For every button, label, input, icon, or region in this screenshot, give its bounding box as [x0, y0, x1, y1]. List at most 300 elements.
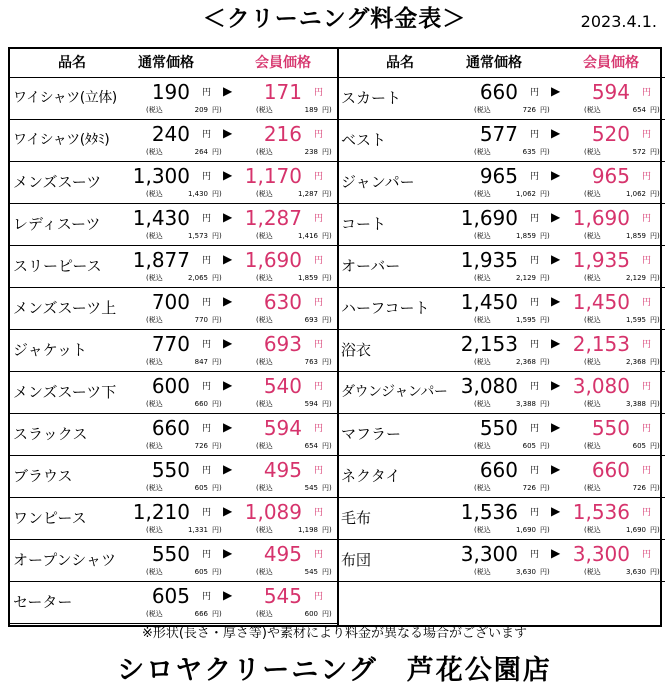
tax-label: (税込 [584, 190, 601, 198]
tax-included-price [584, 148, 660, 157]
tax-label: (税込 [256, 400, 273, 408]
price-row [338, 120, 665, 162]
tax-close: 円) [322, 106, 332, 114]
yen-unit: 円 [202, 172, 212, 182]
header-member-price: 会員価格 [255, 55, 311, 71]
arrow-icon: ▶ [551, 168, 561, 182]
tax-value: 635 [522, 148, 536, 156]
price-row [338, 288, 665, 330]
tax-value: 2,129 [515, 274, 536, 282]
yen-unit: 円 [202, 340, 212, 350]
arrow-icon: ▶ [223, 252, 233, 266]
tax-value: 1,198 [297, 526, 318, 534]
tax-included-price [256, 148, 332, 157]
price-row [10, 120, 337, 162]
tax-included-price [146, 484, 222, 493]
tax-close: 円) [212, 190, 222, 198]
item-name: ワンピース [13, 509, 87, 527]
tax-close: 円) [322, 400, 332, 408]
tax-label: (税込 [256, 610, 273, 618]
member-price: 3,080 [572, 374, 630, 398]
regular-price: 240 [151, 122, 190, 146]
tax-label: (税込 [474, 274, 491, 282]
tax-included-price [256, 190, 332, 199]
price-column-left [10, 49, 337, 625]
tax-label: (税込 [256, 568, 273, 576]
tax-close: 円) [212, 274, 222, 282]
item-name: ベスト [341, 131, 387, 149]
tax-value: 1,287 [297, 190, 318, 198]
arrow-icon: ▶ [551, 84, 561, 98]
price-row [10, 582, 337, 624]
header-regular-price: 通常価格 [138, 55, 194, 71]
price-row [338, 540, 665, 582]
tax-label: (税込 [146, 232, 163, 240]
member-price: 545 [263, 584, 302, 608]
arrow-icon: ▶ [223, 84, 233, 98]
tax-included-price [584, 316, 660, 325]
arrow-icon: ▶ [223, 126, 233, 140]
arrow-icon: ▶ [551, 294, 561, 308]
member-price: 1,450 [572, 290, 630, 314]
member-price: 1,690 [244, 248, 302, 272]
tax-value: 264 [194, 148, 208, 156]
arrow-icon: ▶ [551, 420, 561, 434]
tax-label: (税込 [146, 316, 163, 324]
price-row [10, 414, 337, 456]
tax-label: (税込 [474, 484, 491, 492]
tax-value: 605 [194, 568, 208, 576]
tax-included-price [584, 274, 660, 283]
price-row [10, 372, 337, 414]
tax-close: 円) [650, 190, 660, 198]
yen-unit: 円 [314, 340, 324, 350]
tax-close: 円) [540, 568, 550, 576]
regular-price: 1,450 [460, 290, 518, 314]
yen-unit: 円 [530, 130, 540, 140]
price-row [10, 330, 337, 372]
arrow-icon: ▶ [223, 378, 233, 392]
tax-value: 1,690 [625, 526, 646, 534]
tax-included-price [474, 442, 550, 451]
tax-close: 円) [650, 484, 660, 492]
arrow-icon: ▶ [223, 504, 233, 518]
tax-value: 763 [304, 358, 318, 366]
tax-label: (税込 [256, 274, 273, 282]
tax-value: 654 [304, 442, 318, 450]
price-row [10, 162, 337, 204]
yen-unit: 円 [530, 214, 540, 224]
tax-value: 3,388 [515, 400, 536, 408]
tax-close: 円) [540, 526, 550, 534]
member-price: 630 [263, 290, 302, 314]
arrow-icon: ▶ [551, 546, 561, 560]
tax-close: 円) [540, 484, 550, 492]
tax-label: (税込 [474, 442, 491, 450]
tax-label: (税込 [584, 400, 601, 408]
member-price: 660 [591, 458, 630, 482]
tax-label: (税込 [256, 232, 273, 240]
arrow-icon: ▶ [223, 336, 233, 350]
price-list-title: ＜クリーニング料金表＞ [202, 6, 467, 32]
member-price: 965 [591, 164, 630, 188]
tax-value: 600 [304, 610, 318, 618]
item-name: マフラー [341, 425, 402, 443]
regular-price: 700 [151, 290, 190, 314]
tax-value: 770 [194, 316, 208, 324]
tax-close: 円) [650, 568, 660, 576]
tax-value: 726 [194, 442, 208, 450]
yen-unit: 円 [642, 424, 652, 434]
yen-unit: 円 [642, 88, 652, 98]
price-row [338, 246, 665, 288]
yen-unit: 円 [530, 424, 540, 434]
price-table [8, 47, 662, 627]
tax-label: (税込 [146, 568, 163, 576]
member-price: 495 [263, 542, 302, 566]
tax-close: 円) [650, 106, 660, 114]
member-price: 1,536 [572, 500, 630, 524]
tax-included-price [584, 400, 660, 409]
member-price: 2,153 [572, 332, 630, 356]
tax-close: 円) [212, 526, 222, 534]
tax-included-price [474, 274, 550, 283]
tax-value: 726 [632, 484, 646, 492]
regular-price: 550 [151, 458, 190, 482]
arrow-icon: ▶ [551, 462, 561, 476]
tax-value: 605 [632, 442, 646, 450]
tax-label: (税込 [474, 358, 491, 366]
tax-close: 円) [212, 358, 222, 366]
tax-close: 円) [540, 190, 550, 198]
tax-label: (税込 [584, 442, 601, 450]
yen-unit: 円 [202, 130, 212, 140]
tax-close: 円) [650, 358, 660, 366]
tax-close: 円) [212, 484, 222, 492]
member-price: 1,170 [244, 164, 302, 188]
column-header [10, 49, 337, 78]
tax-close: 円) [540, 106, 550, 114]
regular-price: 3,300 [460, 542, 518, 566]
member-price: 520 [591, 122, 630, 146]
tax-included-price [584, 190, 660, 199]
header-member-price: 会員価格 [583, 55, 639, 71]
tax-close: 円) [212, 232, 222, 240]
tax-value: 847 [194, 358, 208, 366]
tax-value: 726 [522, 484, 536, 492]
tax-label: (税込 [584, 526, 601, 534]
arrow-icon: ▶ [551, 378, 561, 392]
tax-included-price [584, 442, 660, 451]
pricing-note: ※形状(長さ・厚さ等)や素材により料金が異なる場合がございます [141, 626, 528, 641]
tax-label: (税込 [256, 358, 273, 366]
shop-name: シロヤクリーニング 芦花公園店 [117, 655, 552, 686]
tax-value: 1,859 [625, 232, 646, 240]
tax-label: (税込 [146, 610, 163, 618]
tax-label: (税込 [256, 316, 273, 324]
price-row [338, 78, 665, 120]
tax-included-price [474, 190, 550, 199]
arrow-icon: ▶ [551, 504, 561, 518]
tax-label: (税込 [474, 148, 491, 156]
header-item-name: 品名 [58, 55, 86, 71]
tax-included-price [256, 400, 332, 409]
regular-price: 577 [479, 122, 518, 146]
tax-close: 円) [322, 190, 332, 198]
tax-label: (税込 [256, 106, 273, 114]
tax-close: 円) [212, 400, 222, 408]
tax-value: 2,368 [625, 358, 646, 366]
yen-unit: 円 [314, 550, 324, 560]
regular-price: 1,877 [132, 248, 190, 272]
item-name: スカート [341, 89, 402, 107]
tax-close: 円) [212, 568, 222, 576]
tax-included-price [146, 106, 222, 115]
tax-value: 2,368 [515, 358, 536, 366]
tax-label: (税込 [584, 106, 601, 114]
item-name: 浴衣 [341, 341, 372, 359]
regular-price: 660 [479, 458, 518, 482]
arrow-icon: ▶ [551, 210, 561, 224]
item-name: オーバー [341, 257, 401, 275]
tax-included-price [584, 358, 660, 367]
tax-label: (税込 [256, 526, 273, 534]
yen-unit: 円 [530, 550, 540, 560]
item-name: オープンシャツ [13, 551, 116, 569]
tax-close: 円) [322, 568, 332, 576]
yen-unit: 円 [314, 214, 324, 224]
tax-included-price [146, 274, 222, 283]
tax-close: 円) [650, 526, 660, 534]
tax-close: 円) [322, 484, 332, 492]
member-price: 495 [263, 458, 302, 482]
tax-label: (税込 [474, 568, 491, 576]
arrow-icon: ▶ [551, 126, 561, 140]
tax-included-price [146, 358, 222, 367]
tax-value: 1,595 [625, 316, 646, 324]
tax-included-price [584, 232, 660, 241]
tax-value: 1,859 [297, 274, 318, 282]
header-item-name: 品名 [386, 55, 414, 71]
yen-unit: 円 [202, 424, 212, 434]
regular-price: 1,430 [132, 206, 190, 230]
regular-price: 605 [151, 584, 190, 608]
yen-unit: 円 [202, 466, 212, 476]
regular-price: 965 [479, 164, 518, 188]
tax-close: 円) [212, 442, 222, 450]
arrow-icon: ▶ [223, 546, 233, 560]
tax-value: 1,595 [515, 316, 536, 324]
regular-price: 1,536 [460, 500, 518, 524]
tax-label: (税込 [474, 316, 491, 324]
member-price: 3,300 [572, 542, 630, 566]
tax-close: 円) [212, 106, 222, 114]
yen-unit: 円 [642, 382, 652, 392]
yen-unit: 円 [530, 382, 540, 392]
yen-unit: 円 [530, 256, 540, 266]
tax-value: 209 [194, 106, 208, 114]
member-price: 1,935 [572, 248, 630, 272]
price-column-right [338, 49, 665, 625]
yen-unit: 円 [642, 214, 652, 224]
column-header [338, 49, 665, 78]
yen-unit: 円 [202, 508, 212, 518]
tax-included-price [474, 358, 550, 367]
item-name: ダウンジャンパー [341, 384, 448, 400]
yen-unit: 円 [530, 340, 540, 350]
tax-label: (税込 [584, 148, 601, 156]
member-price: 550 [591, 416, 630, 440]
tax-close: 円) [540, 400, 550, 408]
tax-included-price [474, 106, 550, 115]
tax-value: 545 [304, 568, 318, 576]
price-row [338, 204, 665, 246]
tax-label: (税込 [474, 400, 491, 408]
regular-price: 770 [151, 332, 190, 356]
item-name: 毛布 [341, 509, 372, 527]
tax-value: 1,573 [187, 232, 208, 240]
yen-unit: 円 [314, 88, 324, 98]
tax-value: 726 [522, 106, 536, 114]
item-name: ブラウス [13, 467, 73, 485]
yen-unit: 円 [314, 592, 324, 602]
tax-included-price [474, 568, 550, 577]
tax-included-price [474, 148, 550, 157]
tax-value: 572 [632, 148, 646, 156]
tax-label: (税込 [146, 106, 163, 114]
yen-unit: 円 [314, 424, 324, 434]
tax-included-price [584, 568, 660, 577]
item-name: ジャンパー [341, 173, 415, 191]
tax-value: 1,690 [515, 526, 536, 534]
tax-close: 円) [650, 442, 660, 450]
tax-value: 545 [304, 484, 318, 492]
member-price: 540 [263, 374, 302, 398]
yen-unit: 円 [530, 508, 540, 518]
regular-price: 3,080 [460, 374, 518, 398]
tax-close: 円) [650, 316, 660, 324]
tax-included-price [474, 484, 550, 493]
tax-value: 1,430 [187, 190, 208, 198]
tax-included-price [256, 106, 332, 115]
price-row [338, 330, 665, 372]
tax-value: 594 [304, 400, 318, 408]
yen-unit: 円 [642, 172, 652, 182]
price-row [338, 162, 665, 204]
tax-value: 3,630 [515, 568, 536, 576]
tax-close: 円) [322, 316, 332, 324]
price-row [338, 372, 665, 414]
tax-value: 660 [194, 400, 208, 408]
item-name: ワイシャツ(ﾀﾀﾐ) [13, 132, 110, 148]
price-row [338, 456, 665, 498]
tax-close: 円) [540, 358, 550, 366]
tax-included-price [584, 526, 660, 535]
tax-close: 円) [540, 316, 550, 324]
tax-value: 2,129 [625, 274, 646, 282]
price-row [338, 414, 665, 456]
member-price: 1,690 [572, 206, 630, 230]
yen-unit: 円 [314, 298, 324, 308]
tax-included-price [256, 316, 332, 325]
arrow-icon: ▶ [223, 588, 233, 602]
price-row [10, 78, 337, 120]
yen-unit: 円 [642, 298, 652, 308]
yen-unit: 円 [642, 550, 652, 560]
tax-value: 238 [304, 148, 318, 156]
tax-included-price [146, 568, 222, 577]
yen-unit: 円 [314, 466, 324, 476]
tax-close: 円) [650, 232, 660, 240]
tax-value: 3,630 [625, 568, 646, 576]
tax-value: 1,859 [515, 232, 536, 240]
yen-unit: 円 [530, 466, 540, 476]
tax-close: 円) [322, 232, 332, 240]
tax-label: (税込 [146, 358, 163, 366]
item-name: ジャケット [13, 341, 87, 359]
tax-value: 3,388 [625, 400, 646, 408]
tax-close: 円) [322, 358, 332, 366]
tax-included-price [146, 526, 222, 535]
tax-included-price [146, 232, 222, 241]
tax-value: 1,416 [297, 232, 318, 240]
price-row [10, 456, 337, 498]
item-name: スラックス [13, 425, 88, 443]
yen-unit: 円 [642, 340, 652, 350]
yen-unit: 円 [314, 172, 324, 182]
tax-included-price [474, 316, 550, 325]
tax-label: (税込 [256, 484, 273, 492]
yen-unit: 円 [314, 508, 324, 518]
tax-label: (税込 [474, 106, 491, 114]
tax-close: 円) [322, 526, 332, 534]
tax-included-price [146, 442, 222, 451]
arrow-icon: ▶ [223, 210, 233, 224]
tax-close: 円) [322, 148, 332, 156]
tax-close: 円) [540, 274, 550, 282]
item-name: メンズスーツ下 [13, 383, 117, 401]
yen-unit: 円 [314, 130, 324, 140]
tax-included-price [146, 610, 222, 619]
regular-price: 1,210 [132, 500, 190, 524]
arrow-icon: ▶ [223, 420, 233, 434]
tax-label: (税込 [256, 190, 273, 198]
tax-close: 円) [322, 274, 332, 282]
regular-price: 1,690 [460, 206, 518, 230]
item-name: セーター [13, 593, 73, 611]
tax-value: 1,062 [625, 190, 646, 198]
tax-close: 円) [540, 148, 550, 156]
tax-included-price [474, 400, 550, 409]
tax-label: (税込 [474, 232, 491, 240]
member-price: 1,287 [244, 206, 302, 230]
regular-price: 190 [151, 80, 190, 104]
arrow-icon: ▶ [223, 462, 233, 476]
tax-included-price [474, 232, 550, 241]
tax-close: 円) [212, 610, 222, 618]
tax-included-price [474, 526, 550, 535]
tax-included-price [256, 610, 332, 619]
price-row [10, 540, 337, 582]
item-name: メンズスーツ [13, 173, 102, 191]
arrow-icon: ▶ [551, 336, 561, 350]
yen-unit: 円 [530, 88, 540, 98]
yen-unit: 円 [314, 382, 324, 392]
tax-close: 円) [322, 442, 332, 450]
tax-label: (税込 [474, 526, 491, 534]
item-name: 布団 [341, 551, 372, 569]
tax-value: 1,062 [515, 190, 536, 198]
